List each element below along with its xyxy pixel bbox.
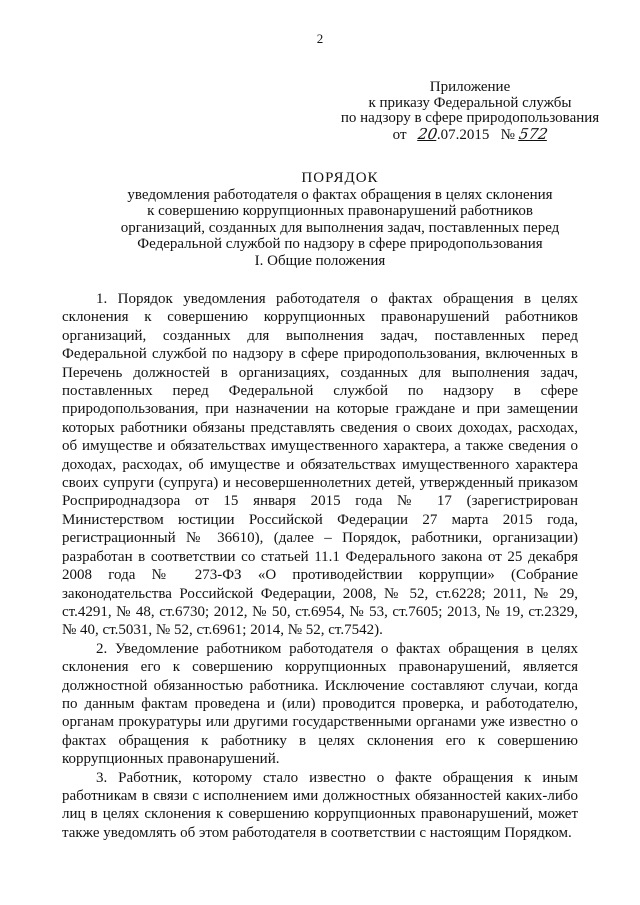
appendix-title: Приложение — [429, 79, 511, 95]
appendix-block — [320, 80, 620, 143]
appendix-agency-line: по надзору в сфере природопользования — [340, 110, 600, 127]
document-title-block — [40, 170, 640, 253]
appendix-date-line — [320, 124, 620, 144]
document-heading: ПОРЯДОК — [301, 170, 379, 186]
handwritten-day: 20 — [416, 124, 439, 143]
paragraph-3: 3. Работник, которому стало известно о факте обращения к иным работникам в связи с исполнением ими должностных обязанностей каких-либо лиц в целях склонения к совершению коррупционных правонарушений, может также уведомлять об этом работодателя в соответствии с настоящим Порядком. — [62, 769, 578, 841]
title-line-4: Федеральной службой по надзору в сфере природопользования — [137, 236, 543, 253]
handwritten-order-number: 572 — [517, 124, 549, 143]
date-month-year: .07.2015 — [436, 126, 490, 143]
title-line-1: уведомления работодателя о фактах обращения в целях склонения — [127, 186, 553, 203]
appendix-order-line: к приказу Федеральной службы — [368, 94, 572, 111]
date-prefix: от — [392, 126, 407, 143]
paragraph-2: 2. Уведомление работником работодателя о фактах обращения в целях склонения его к совершению коррупционных правонарушений, является должностной обязанностью работника. Исключение составляют случаи, когда по данным фактам проведена и (или) проводится проверка, и работодателю, органам прокуратуры или другими государственными органами уже известно о фактах обращения к работнику в целях склонения его к совершению коррупционных правонарушений. — [62, 640, 578, 768]
section-heading: I. Общие положения — [254, 253, 386, 269]
page-number: 2 — [316, 31, 324, 46]
document-body — [62, 290, 578, 842]
paragraph-1: 1. Порядок уведомления работодателя о фактах обращения в целях склонения к совершению коррупционных правонарушений работников организаций, созданных для выполнения задач, поставленных перед Федеральной службой по надзору в сфере природопользования, включенных в Перечень должностей в организациях, созданных для выполнения задач, поставленных перед Федеральной службой по надзору в сфере природопользования, при назначении на которые граждане и при замещении которых работники обязаны представлять сведения о своих доходах, расходах, об имуществе и обязательствах имущественного характера, а также сведения о доходах, расходах, об имуществе и обязательствах имущественного характера своих супруги (супруга) и несовершеннолетних детей, утвержденный приказом Росприроднадзора от 15 января 2015 года № 17 (зарегистрирован Министерством юстиции Российской Федерации 27 марта 2015 года, регистрационный № 36610), (далее – Порядок, работники, организации) разработан в соответствии со статьей 11.1 Федерального закона от 25 декабря 2008 года № 273-ФЗ «О противодействии коррупции» (Собрание законодательства Российской Федерации, 2008, № 52, ст.6228; 2011, № 29, ст.4291, № 48, ст.6730; 2012, № 50, ст.6954, № 53, ст.7605; 2013, № 19, ст.2329, № 40, ст.5031, № 52, ст.6961; 2014, № 52, ст.7542). — [62, 291, 578, 639]
title-line-2: к совершению коррупционных правонарушений работников — [147, 203, 533, 220]
title-line-3: организаций, созданных для выполнения задач, поставленных перед — [120, 219, 560, 236]
number-sign: № — [500, 126, 515, 143]
